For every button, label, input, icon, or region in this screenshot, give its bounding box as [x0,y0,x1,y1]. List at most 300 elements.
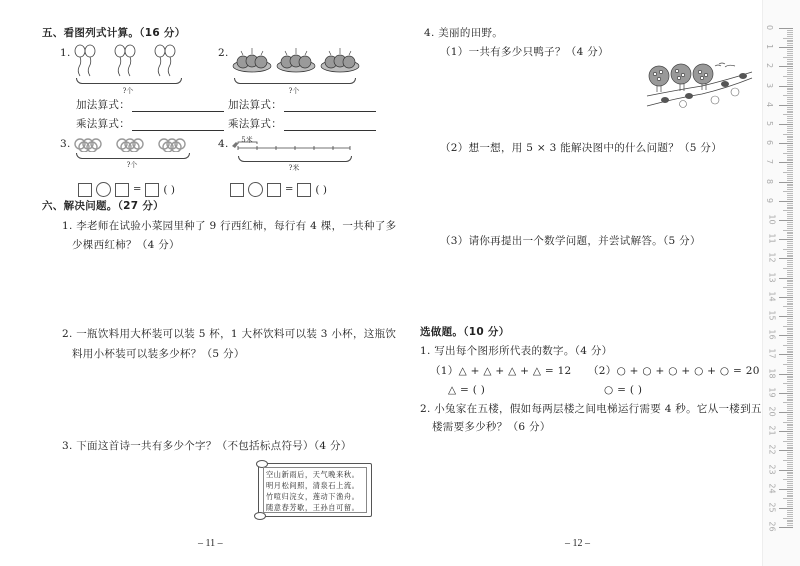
poem-line: 竹喧归浣女，莲动下渔舟。 [266,492,360,501]
ruler-minor-tick [787,377,793,378]
ruler-major-tick [779,450,793,451]
ruler-minor-tick [787,283,793,284]
ruler-minor-tick [787,222,793,223]
ruler-major-tick [779,278,793,279]
ruler-minor-tick [787,208,793,209]
ruler-minor-tick [787,304,793,305]
ruler-minor-tick [787,193,793,194]
ruler-minor-tick [787,301,793,302]
ruler-minor-tick [787,295,793,296]
opt-q2-line1: 2. 小兔家在五楼，假如每两层楼之间电梯运行需要 4 秒。它从一楼到五 [420,403,762,415]
ruler-minor-tick [787,366,793,367]
ruler-minor-tick [787,41,793,42]
ruler-minor-tick [787,187,793,188]
add-formula-answer-line[interactable] [284,100,376,112]
ruler-minor-tick [783,441,793,442]
ruler-minor-tick [783,57,793,58]
ruler-minor-tick [787,203,793,204]
s6-q3-line1: 3. 下面这首诗一共有多少个字？（不包括标点符号）（4 分） [62,440,352,452]
answer-box[interactable] [115,183,129,197]
poem-text [263,467,367,513]
q1-number: 1. [60,47,71,59]
q4-sub3: （3）请你再提出一个数学问题，并尝试解答。（5 分） [440,235,701,247]
ruler-minor-tick [787,468,793,469]
s6-q2-answer-area[interactable] [62,365,392,435]
ruler-minor-tick [787,185,793,186]
ruler-major-tick [779,124,793,125]
ruler-minor-tick [787,164,793,165]
unit-blank[interactable]: ( ) [163,183,175,196]
ruler-minor-tick [787,391,793,392]
ruler-minor-tick [787,59,793,60]
ruler-minor-tick [787,328,793,329]
ruler-label: 2 [765,63,775,69]
mul-formula-label: 乘法算式： [228,118,282,130]
add-formula-label: 加法算式： [76,99,130,111]
ruler-label: 25 [767,502,777,513]
ruler-minor-tick [787,99,793,100]
ruler-label: 23 [767,464,777,475]
opt-q1-part1-answer[interactable]: △ = ( ) [448,384,486,396]
ruler-minor-tick [787,341,793,342]
q3-number: 3. [60,138,71,150]
q4-sub2-answer-area[interactable] [440,158,760,230]
ruler-minor-tick [787,274,793,275]
ruler-minor-tick [787,214,793,215]
ruler-minor-tick [787,155,793,156]
ruler-minor-tick [787,32,793,33]
brace-label: ?个 [122,87,134,95]
ruler-minor-tick [787,289,793,290]
ruler-minor-tick [787,45,793,46]
ruler-minor-tick [787,429,793,430]
ruler-minor-tick [787,418,793,419]
opt-q1-part2-answer[interactable]: ○ = ( ) [604,384,643,396]
ruler-minor-tick [787,447,793,448]
unit-blank[interactable]: ( ) [315,183,327,196]
ruler-minor-tick [787,170,793,171]
balloon-icon [74,44,202,78]
mul-formula-label: 乘法算式： [76,118,130,130]
ruler-minor-tick [787,53,793,54]
ruler-minor-tick [787,111,793,112]
ruler-minor-tick [787,427,793,428]
ruler-minor-tick [787,487,793,488]
ruler-minor-tick [787,387,793,388]
ruler-major-tick [779,201,793,202]
ruler-label: 8 [765,178,775,184]
ruler-major-tick [779,354,793,355]
q4-equation [230,179,327,198]
ruler-minor-tick [787,420,793,421]
brace [76,78,182,84]
opt-q1-title: 1. 写出每个图形所代表的数字。（4 分） [420,345,613,357]
operator-circle[interactable] [96,182,111,197]
ruler-minor-tick [787,281,793,282]
ruler-minor-tick [787,318,793,319]
ruler-minor-tick [787,68,793,69]
ruler-major-tick [779,220,793,221]
ruler-minor-tick [787,376,793,377]
s6-q1-line1: 1. 李老师在试验小菜园里种了 9 行西红柿，每行有 4 棵，一共种了多 [62,220,397,232]
ruler-minor-tick [787,314,793,315]
ruler-minor-tick [787,112,793,113]
ruler-minor-tick [783,38,793,39]
ruler-minor-tick [787,84,793,85]
ruler-minor-tick [787,126,793,127]
ruler-minor-tick [787,64,793,65]
ruler-minor-tick [787,443,793,444]
ruler-minor-tick [787,347,793,348]
ruler-minor-tick [787,118,793,119]
ruler-minor-tick [787,122,793,123]
ruler-minor-tick [787,89,793,90]
ruler-minor-tick [783,422,793,423]
ruler-minor-tick [787,247,793,248]
q1-add-row [76,98,224,112]
ruler-minor-tick [783,230,793,231]
ruler-minor-tick [787,425,793,426]
ruler-minor-tick [787,147,793,148]
ruler-minor-tick [787,324,793,325]
operator-circle[interactable] [248,182,263,197]
ruler-major-tick [779,335,793,336]
ruler-minor-tick [787,512,793,513]
ruler-minor-tick [787,360,793,361]
ruler-minor-tick [783,76,793,77]
equals-sign: = [133,184,142,195]
ruler-minor-tick [787,477,793,478]
ruler-minor-tick [787,406,793,407]
ruler-label: 7 [765,159,775,165]
ruler-label: 0 [765,24,775,31]
ruler-minor-tick [787,216,793,217]
ruler-minor-tick [787,493,793,494]
ruler-minor-tick [787,445,793,446]
ruler-minor-tick [787,389,793,390]
ruler-minor-tick [787,437,793,438]
ruler-minor-tick [787,408,793,409]
answer-box[interactable] [267,183,281,197]
q4-sub3-answer-area[interactable] [440,252,760,322]
ruler-minor-tick [787,159,793,160]
ruler-minor-tick [787,502,793,503]
q3-equation [78,179,175,198]
ruler-major-tick [779,489,793,490]
ruler-minor-tick [787,88,793,89]
ruler-minor-tick [787,466,793,467]
ruler-minor-tick [787,141,793,142]
ruler-label: 22 [767,444,777,455]
ruler-minor-tick [787,485,793,486]
ruler-minor-tick [783,518,793,519]
ruler-minor-tick [787,472,793,473]
poem-scroll [258,463,372,517]
ruler-minor-tick [787,424,793,425]
ruler-minor-tick [787,233,793,234]
ruler-minor-tick [787,243,793,244]
ruler-label: 20 [767,406,777,417]
ruler-minor-tick [787,475,793,476]
ruler-minor-tick [787,399,793,400]
ruler-minor-tick [783,287,793,288]
ruler-minor-tick [783,134,793,135]
ruler-minor-tick [783,402,793,403]
ruler-minor-tick [787,439,793,440]
segment-label: 5米 [241,136,253,144]
ruler-minor-tick [787,395,793,396]
ruler-minor-tick [787,410,793,411]
ruler-minor-tick [783,268,793,269]
add-formula-label: 加法算式： [228,99,282,111]
ruler-minor-tick [787,245,793,246]
ruler-minor-tick [787,276,793,277]
ruler-minor-tick [787,251,793,252]
ruler-minor-tick [787,520,793,521]
ruler-minor-tick [787,362,793,363]
ruler-label: 5 [765,120,775,127]
ruler-minor-tick [787,63,793,64]
ruler-minor-tick [787,132,793,133]
answer-box[interactable] [78,183,92,197]
olympic-rings-icon [74,138,198,152]
ruler-minor-tick [787,232,793,233]
ruler-minor-tick [787,43,793,44]
ruler-major-tick [779,105,793,106]
ruler-minor-tick [787,495,793,496]
ruler-label: 9 [765,197,775,203]
ruler-minor-tick [787,458,793,459]
ruler-major-tick [779,297,793,298]
ruler-minor-tick [787,272,793,273]
ruler-minor-tick [787,481,793,482]
ruler-minor-tick [787,120,793,121]
ruler-minor-tick [787,291,793,292]
ruler-minor-tick [787,174,793,175]
ruler-minor-tick [787,299,793,300]
ruler-major-tick [779,258,793,259]
ruler-minor-tick [787,320,793,321]
answer-box[interactable] [145,183,159,197]
ruler-minor-tick [783,172,793,173]
q4-sub1: （1）一共有多少只鸭子？（4 分） [440,46,609,58]
page-number-right: – 12 – [565,538,590,549]
mul-formula-answer-line[interactable] [284,119,376,131]
ruler-minor-tick [783,479,793,480]
ruler-minor-tick [787,197,793,198]
ruler-minor-tick [787,285,793,286]
ruler-major-tick [779,86,793,87]
apple-basket-icon [232,44,362,76]
ruler-minor-tick [787,312,793,313]
ruler-label: 1 [765,44,775,50]
ruler-minor-tick [787,149,793,150]
ruler-minor-tick [787,70,793,71]
ruler-minor-tick [787,404,793,405]
q2-add-row [228,98,376,112]
ruler-label: 21 [767,425,777,436]
ruler-minor-tick [787,103,793,104]
ruler-minor-tick [783,364,793,365]
ruler-minor-tick [787,452,793,453]
add-formula-answer-line[interactable] [132,100,224,112]
ruler-minor-tick [787,253,793,254]
ruler-label: 16 [767,329,777,340]
ruler-minor-tick [787,368,793,369]
ruler-minor-tick [787,207,793,208]
ruler-label: 10 [767,214,777,225]
ruler-minor-tick [787,370,793,371]
ruler-minor-tick [787,500,793,501]
ruler-minor-tick [787,224,793,225]
ruler-minor-tick [787,195,793,196]
ruler-label: 4 [765,101,775,107]
ruler-minor-tick [787,101,793,102]
brace-label: ?个 [288,87,300,95]
ruler-minor-tick [783,326,793,327]
ruler-minor-tick [787,72,793,73]
ruler-label: 24 [767,483,777,494]
ruler-minor-tick [787,337,793,338]
ruler-minor-tick [787,180,793,181]
ruler-minor-tick [787,516,793,517]
ruler-minor-tick [783,383,793,384]
ruler-minor-tick [787,462,793,463]
ruler-minor-tick [787,473,793,474]
ruler-minor-tick [783,153,793,154]
opt-q1-part2: （2）○ + ○ + ○ + ○ + ○ = 20 [588,365,760,377]
balloons-image [74,44,202,78]
ruler-minor-tick [787,74,793,75]
ruler-minor-tick [787,506,793,507]
ruler-label: 14 [767,291,777,302]
brace [76,153,190,159]
brace [234,78,356,84]
ruler-major-tick [779,66,793,67]
ruler-minor-tick [787,137,793,138]
ruler-minor-tick [787,397,793,398]
ruler-minor-tick [787,483,793,484]
ruler-label: 11 [767,233,777,244]
opt-q1-part1: （1）△ + △ + △ + △ = 12 [430,365,572,377]
ruler-minor-tick [787,331,793,332]
ruler-minor-tick [787,199,793,200]
field-image [645,62,755,108]
ruler-minor-tick [787,372,793,373]
ruler-minor-tick [787,504,793,505]
ruler-minor-tick [787,521,793,522]
ruler-minor-tick [787,40,793,41]
ruler-minor-tick [787,241,793,242]
ruler-minor-tick [787,49,793,50]
s6-q2-line1: 2. 一瓶饮料用大杯装可以装 5 杯，1 大杯饮料可以装 3 小杯，这瓶饮 [62,328,397,340]
ruler-minor-tick [787,97,793,98]
ruler-minor-tick [787,349,793,350]
ruler-minor-tick [787,310,793,311]
ruler-major-tick [779,527,793,528]
opt-q2-answer-area[interactable] [420,438,750,528]
scroll-roll-bottom [254,512,266,520]
ruler-minor-tick [787,356,793,357]
ruler-label: 12 [767,252,777,263]
ruler-minor-tick [787,91,793,92]
ruler-minor-tick [783,191,793,192]
optional-title: 选做题。（10 分） [420,326,510,338]
ruler-major-tick [779,393,793,394]
ruler-minor-tick [787,343,793,344]
ruler-minor-tick [787,130,793,131]
section6-title: 六、解决问题。（27 分） [42,200,164,212]
q4-title: 4. 美丽的田野。 [424,27,504,39]
ruler-major-tick [779,412,793,413]
ruler-minor-tick [787,433,793,434]
ruler-major-tick [779,182,793,183]
ruler-minor-tick [787,260,793,261]
ruler-label: 3 [765,82,775,88]
ruler-minor-tick [787,226,793,227]
ruler-minor-tick [783,498,793,499]
ruler-minor-tick [787,78,793,79]
ruler-minor-tick [787,93,793,94]
ruler-label: 26 [767,521,777,532]
ruler-minor-tick [787,256,793,257]
ruler-minor-tick [783,306,793,307]
ruler-minor-tick [787,454,793,455]
ruler-major-tick [779,508,793,509]
ruler-minor-tick [787,157,793,158]
ruler-minor-tick [787,303,793,304]
ruler-minor-tick [787,237,793,238]
apple-baskets-image [232,44,362,76]
ruler-minor-tick [787,351,793,352]
q2-number: 2. [218,47,229,59]
field-trees-ducks-icon [645,62,755,108]
answer-box[interactable] [230,183,244,197]
ruler-minor-tick [787,189,793,190]
brace-label: ?个 [126,161,138,169]
ruler-minor-tick [787,293,793,294]
ruler-minor-tick [787,82,793,83]
ruler-minor-tick [783,114,793,115]
ruler-minor-tick [787,136,793,137]
ruler-minor-tick [787,381,793,382]
ruler-minor-tick [787,61,793,62]
q2-mul-row [228,117,376,131]
ruler-minor-tick [787,322,793,323]
ruler-minor-tick [787,235,793,236]
brace [238,156,352,162]
q4-number: 4. [218,138,229,150]
ruler-minor-tick [787,168,793,169]
ruler-major-tick [779,431,793,432]
ruler-minor-tick [787,139,793,140]
s6-q2-line2: 料用小杯装可以装多少杯？（5 分） [72,348,245,360]
equals-sign: = [285,184,294,195]
ruler-minor-tick [787,205,793,206]
s6-q1-answer-area[interactable] [62,256,392,326]
poem-line: 空山新雨后，天气晚来秋。 [266,470,360,479]
ruler-minor-tick [787,514,793,515]
answer-box[interactable] [297,183,311,197]
q4-sub2: （2）想一想，用 5 × 3 能解决图中的什么问题？（5 分） [440,142,723,154]
q1-mul-row [76,117,224,131]
ruler-minor-tick [787,525,793,526]
ruler-minor-tick [787,329,793,330]
mul-formula-answer-line[interactable] [132,119,224,131]
ruler-minor-tick [787,308,793,309]
ruler-minor-tick [783,345,793,346]
ruler-label: 6 [765,140,775,146]
